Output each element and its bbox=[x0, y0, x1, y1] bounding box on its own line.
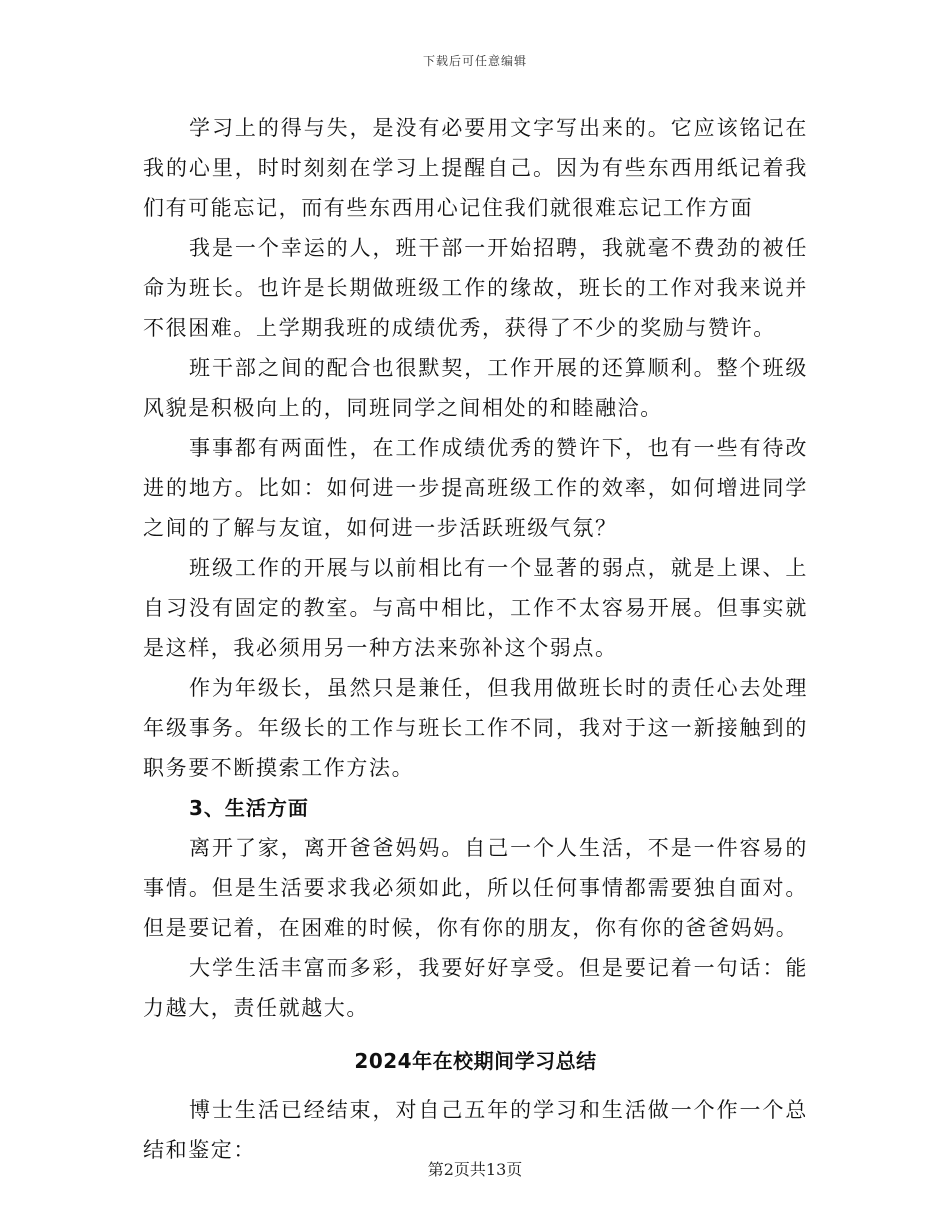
paragraph: 作为年级长，虽然只是兼任，但我用做班长时的责任心去处理年级事务。年级长的工作与班长工作不同，我对于这一新接触到的职务要不断摸索工作方法。 bbox=[143, 676, 808, 780]
document-title: 2024年在校期间学习总结 bbox=[354, 1049, 597, 1073]
paragraph: 班干部之间的配合也很默契，工作开展的还算顺利。整个班级风貌是积极向上的，同班同学之间相处的和睦融洽。 bbox=[143, 356, 808, 420]
page-footer: 第2页共13页 bbox=[427, 1160, 523, 1179]
paragraph: 大学生活丰富而多彩，我要好好享受。但是要记着一句话：能力越大，责任就越大。 bbox=[143, 956, 808, 1020]
page-header: 下载后可任意编辑 bbox=[422, 54, 527, 68]
paragraph: 离开了家，离开爸爸妈妈。自己一个人生活，不是一件容易的事情。但是生活要求我必须如此，所以任何事情都需要独自面对。但是要记着，在困难的时候，你有你的朋友，你有你的爸爸妈妈。 bbox=[143, 836, 808, 940]
paragraph: 事事都有两面性，在工作成绩优秀的赞许下，也有一些有待改进的地方。比如：如何进一步提高班级工作的效率，如何增进同学之间的了解与友谊，如何进一步活跃班级气氛？ bbox=[143, 436, 808, 540]
document-body bbox=[143, 108, 808, 1170]
paragraph: 我是一个幸运的人，班干部一开始招聘，我就毫不费劲的被任命为班长。也许是长期做班级工作的缘故，班长的工作对我来说并不很困难。上学期我班的成绩优秀，获得了不少的奖励与赞许。 bbox=[143, 236, 808, 340]
section-heading: 3、生活方面 bbox=[189, 796, 309, 820]
paragraph: 班级工作的开展与以前相比有一个显著的弱点，就是上课、上自习没有固定的教室。与高中相比，工作不太容易开展。但事实就是这样，我必须用另一种方法来弥补这个弱点。 bbox=[143, 556, 808, 660]
paragraph: 学习上的得与失，是没有必要用文字写出来的。它应该铭记在我的心里，时时刻刻在学习上提醒自己。因为有些东西用纸记着我们有可能忘记，而有些东西用心记住我们就很难忘记工作方面 bbox=[143, 116, 808, 220]
paragraph: 博士生活已经结束，对自己五年的学习和生活做一个作一个总结和鉴定： bbox=[143, 1098, 808, 1162]
